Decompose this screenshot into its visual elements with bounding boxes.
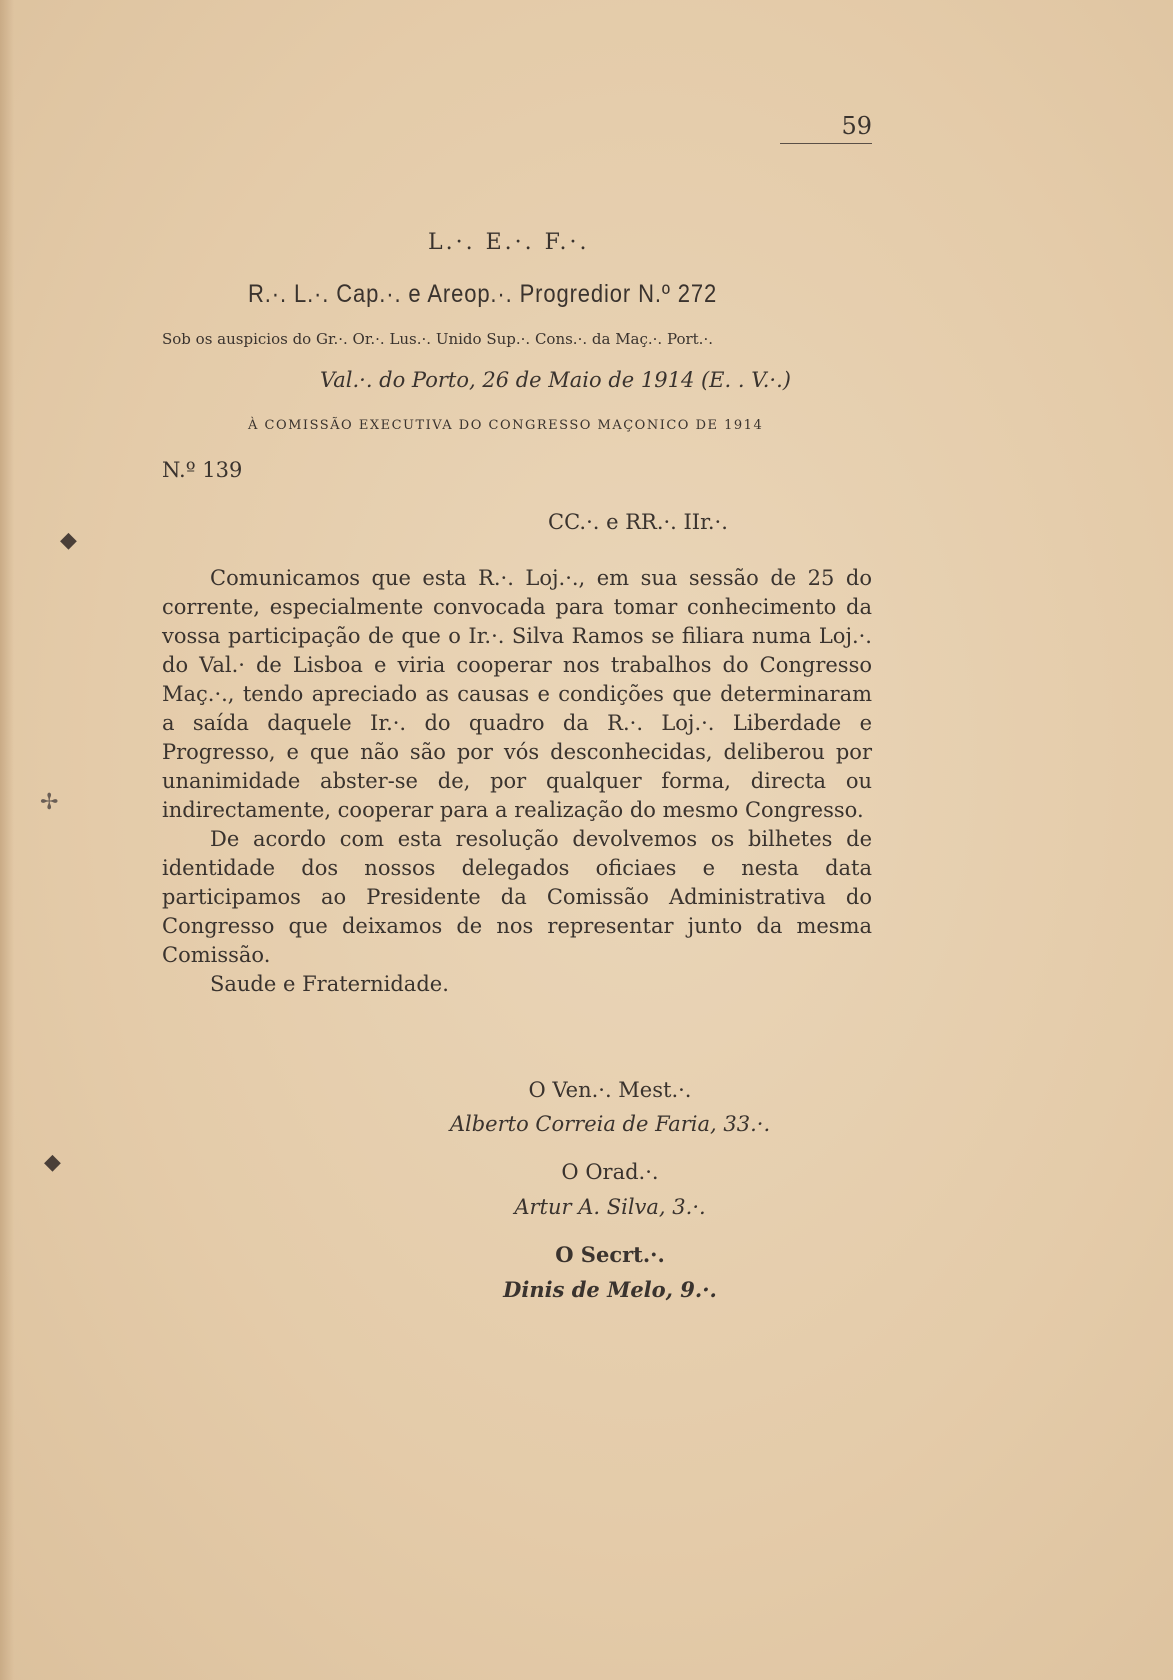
dateline: Val.·. do Porto, 26 de Maio de 1914 (E. . V.·.) <box>320 368 791 392</box>
signature-title-secrt: O Secrt.·. <box>555 1242 665 1267</box>
paragraph-1: Comunicamos que esta R.·. Loj.·., em sua sessão de 25 do corrente, especialmente convocada para tomar conhecimento da vossa participação de que o Ir.·. Silva Ramos se filiara numa Loj.·. do Val.· de Lisboa e viria cooperar nos trabalhos do Congresso Maç.·., tendo apreciado as causas e condições que determinaram a saída daquele Ir.·. do quadro da R.·. Loj.·. Liberdade e Progresso, e que não são por vós desconhecidas, deliberou por unanimidade abster-se de, por qualquer forma, directa ou indirectamente, cooperar para a realização do mesmo Congresso. <box>162 566 872 822</box>
page-number: 59 <box>780 112 872 144</box>
binding-hole-icon: ◆ <box>44 1150 61 1175</box>
signature-title-orad: O Orad.·. <box>561 1160 659 1184</box>
signature-name-secrt: Dinis de Melo, 9.·. <box>503 1277 717 1302</box>
paragraph-2: De acordo com esta resolução devolvemos os bilhetes de identidade dos nossos delegados oficiaes e nesta data participamos ao Presidente da Comissão Administrativa do Congresso que deixamos de nos representar junto da mesma Comissão. <box>162 827 872 967</box>
lodge-title: R.·. L.·. Cap.·. e Areop.·. Progredior N.º 272 <box>248 280 718 308</box>
signature-title-ven: O Ven.·. Mest.·. <box>528 1078 692 1102</box>
auspices-line: Sob os auspicios do Gr.·. Or.·. Lus.·. Unido Sup.·. Cons.·. da Maç.·. Port.·. <box>162 330 713 348</box>
letter-body <box>162 564 872 999</box>
pencil-mark-icon: ✢ <box>40 790 59 815</box>
signature-name-orad: Artur A. Silva, 3.·. <box>514 1195 706 1219</box>
header-lef: L.·. E.·. F.·. <box>428 230 590 255</box>
signature-name-ven: Alberto Correia de Faria, 33.·. <box>449 1112 771 1136</box>
closing: Saude e Fraternidade. <box>210 972 449 996</box>
salutation: CC.·. e RR.·. IIr.·. <box>548 510 728 534</box>
page-edge <box>0 0 14 1680</box>
addressee: À COMISSÃO EXECUTIVA DO CONGRESSO MAÇONICO DE 1914 <box>248 418 764 433</box>
binding-hole-icon: ◆ <box>60 528 77 553</box>
letter-number: N.º 139 <box>162 458 243 482</box>
